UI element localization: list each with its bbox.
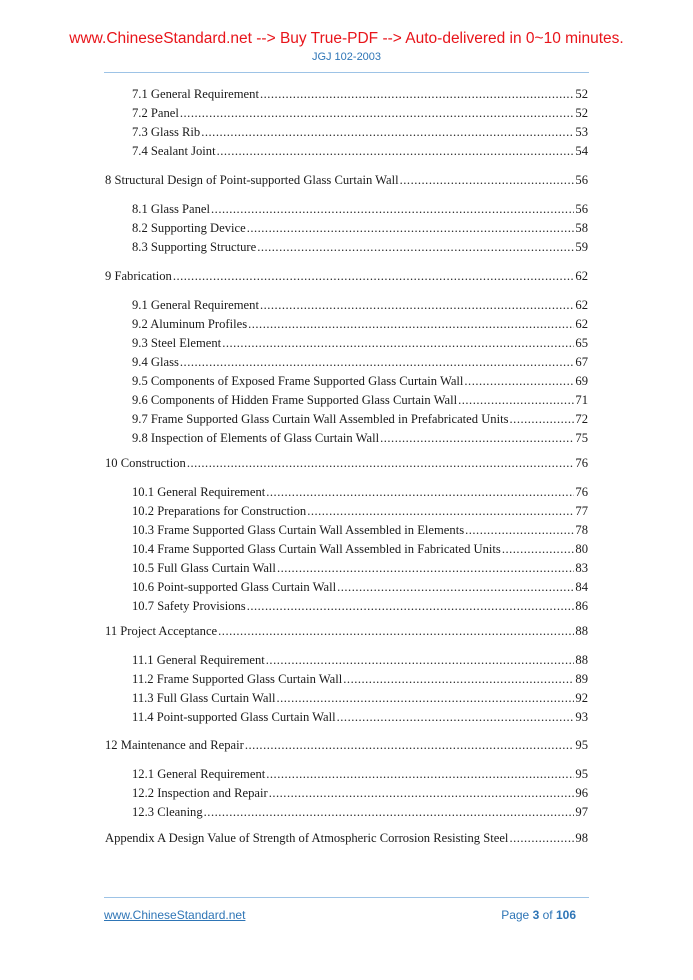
toc-entry-title: 7.3 Glass Rib: [132, 125, 201, 139]
toc-entry[interactable]: [132, 709, 588, 725]
toc-entry-page: 72: [575, 412, 588, 426]
toc-entry-title: 11.2 Frame Supported Glass Curtain Wall: [132, 672, 343, 686]
toc-entry-page: 69: [575, 374, 588, 388]
toc-entry-title: 8 Structural Design of Point-supported Glass Curtain Wall: [105, 173, 399, 187]
toc-entry[interactable]: [132, 804, 588, 820]
toc-entry-page: 88: [575, 653, 588, 667]
toc-entry-title: 10.4 Frame Supported Glass Curtain Wall Assembled in Fabricated Units: [132, 542, 501, 556]
toc-entry-page: 80: [575, 542, 588, 556]
toc-entry[interactable]: [132, 105, 588, 121]
toc-entry[interactable]: [132, 579, 588, 595]
toc-entry-page: 95: [575, 767, 588, 781]
toc-entry-page: 92: [575, 691, 588, 705]
toc-entry[interactable]: [132, 220, 588, 236]
page-current: 3: [532, 908, 540, 922]
toc-entry-title: 10.2 Preparations for Construction: [132, 504, 307, 518]
toc-dot-leader: [222, 335, 574, 351]
toc-dot-leader: [509, 830, 574, 846]
toc-entry-title: 9.4 Glass: [132, 355, 179, 369]
toc-entry[interactable]: [105, 737, 588, 753]
toc-dot-leader: [266, 766, 574, 782]
toc-entry[interactable]: [132, 598, 588, 614]
page-label: Page: [501, 908, 530, 922]
toc-entry[interactable]: [132, 690, 588, 706]
toc-dot-leader: [269, 785, 575, 801]
toc-entry-title: 10 Construction: [105, 456, 186, 470]
toc-entry[interactable]: [132, 766, 588, 782]
toc-dot-leader: [247, 220, 575, 236]
toc-entry-title: 10.6 Point-supported Glass Curtain Wall: [132, 580, 337, 594]
toc-dot-leader: [458, 392, 574, 408]
toc-entry-page: 89: [575, 672, 588, 686]
toc-entry-page: 97: [575, 805, 588, 819]
toc-entry-title: 7.1 General Requirement: [132, 87, 259, 101]
toc-entry-title: Appendix A Design Value of Strength of Atmospheric Corrosion Resisting Steel: [105, 831, 509, 845]
toc-entry-page: 86: [575, 599, 588, 613]
toc-dot-leader: [266, 484, 574, 500]
toc-entry[interactable]: [105, 455, 588, 471]
toc-entry[interactable]: [132, 86, 588, 102]
toc-entry-page: 62: [575, 298, 588, 312]
toc-dot-leader: [260, 86, 574, 102]
toc-entry-title: 10.1 General Requirement: [132, 485, 266, 499]
toc-entry[interactable]: [132, 522, 588, 538]
toc-entry-title: 8.2 Supporting Device: [132, 221, 246, 235]
toc-entry-title: 9.2 Aluminum Profiles: [132, 317, 248, 331]
toc-entry-title: 8.3 Supporting Structure: [132, 240, 257, 254]
toc-entry[interactable]: [132, 652, 588, 668]
page-indicator: [501, 908, 576, 922]
toc-entry[interactable]: [132, 335, 588, 351]
toc-entry-page: 53: [575, 125, 588, 139]
toc-entry-page: 62: [575, 269, 588, 283]
toc-entry-page: 59: [575, 240, 588, 254]
toc-entry[interactable]: [132, 373, 588, 389]
toc-dot-leader: [260, 297, 574, 313]
toc-entry-page: 52: [575, 87, 588, 101]
toc-entry-title: 11.3 Full Glass Curtain Wall: [132, 691, 276, 705]
toc-dot-leader: [257, 239, 574, 255]
toc-entry-page: 84: [575, 580, 588, 594]
toc-entry[interactable]: [132, 124, 588, 140]
toc-entry[interactable]: [132, 143, 588, 159]
toc-entry-page: 67: [575, 355, 588, 369]
toc-entry[interactable]: [132, 560, 588, 576]
toc-entry-page: 52: [575, 106, 588, 120]
toc-dot-leader: [400, 172, 575, 188]
toc-entry-title: 12 Maintenance and Repair: [105, 738, 244, 752]
toc-entry-page: 62: [575, 317, 588, 331]
toc-entry-title: 9.1 General Requirement: [132, 298, 259, 312]
toc-entry-title: 12.3 Cleaning: [132, 805, 203, 819]
toc-dot-leader: [465, 522, 574, 538]
toc-entry-title: 12.1 General Requirement: [132, 767, 266, 781]
toc-entry[interactable]: [105, 830, 588, 846]
toc-entry-page: 76: [575, 456, 588, 470]
toc-dot-leader: [248, 316, 574, 332]
toc-entry-title: 12.2 Inspection and Repair: [132, 786, 268, 800]
toc-dot-leader: [337, 579, 574, 595]
toc-entry-title: 9.6 Components of Hidden Frame Supported Glass Curtain Wall: [132, 393, 458, 407]
toc-entry-page: 71: [575, 393, 588, 407]
toc-entry[interactable]: [132, 392, 588, 408]
toc-entry-page: 65: [575, 336, 588, 350]
toc-dot-leader: [180, 105, 575, 121]
toc-entry[interactable]: [132, 201, 588, 217]
toc-entry-title: 9.3 Steel Element: [132, 336, 222, 350]
toc-entry-page: 75: [575, 431, 588, 445]
toc-entry-page: 78: [575, 523, 588, 537]
toc-entry-title: 9.5 Components of Exposed Frame Supported Glass Curtain Wall: [132, 374, 464, 388]
toc-dot-leader: [211, 201, 574, 217]
toc-entry-title: 7.4 Sealant Joint: [132, 144, 216, 158]
toc-entry[interactable]: [105, 623, 588, 639]
toc-entry-title: 11 Project Acceptance: [105, 624, 218, 638]
toc-entry-page: 77: [575, 504, 588, 518]
document-number: JGJ 102-2003: [311, 51, 382, 63]
toc-entry[interactable]: [132, 503, 588, 519]
toc-dot-leader: [245, 737, 575, 753]
toc-entry[interactable]: [132, 785, 588, 801]
toc-entry[interactable]: [132, 484, 588, 500]
toc-entry-title: 11.1 General Requirement: [132, 653, 265, 667]
toc-dot-leader: [173, 268, 575, 284]
toc-dot-leader: [218, 623, 574, 639]
toc-entry[interactable]: [132, 354, 588, 370]
toc-entry[interactable]: [105, 172, 588, 188]
toc-entry[interactable]: [132, 541, 588, 557]
toc-dot-leader: [502, 541, 575, 557]
toc-dot-leader: [277, 560, 574, 576]
toc-entry-page: 88: [575, 624, 588, 638]
toc-dot-leader: [307, 503, 574, 519]
toc-entry-title: 11.4 Point-supported Glass Curtain Wall: [132, 710, 336, 724]
toc-dot-leader: [187, 455, 575, 471]
page-of: of: [542, 908, 553, 922]
toc-entry-page: 93: [575, 710, 588, 724]
toc-entry[interactable]: [132, 239, 588, 255]
footer-site-link[interactable]: www.ChineseStandard.net: [104, 908, 246, 922]
toc-dot-leader: [510, 411, 575, 427]
toc-dot-leader: [337, 709, 575, 725]
toc-entry-page: 58: [575, 221, 588, 235]
toc-entry[interactable]: [132, 316, 588, 332]
toc-dot-leader: [343, 671, 574, 687]
toc-entry[interactable]: [105, 268, 588, 284]
toc-entry[interactable]: [132, 430, 588, 446]
toc-dot-leader: [217, 143, 575, 159]
toc-entry-page: 54: [575, 144, 588, 158]
toc-entry-title: 9.8 Inspection of Elements of Glass Curtain Wall: [132, 431, 380, 445]
toc-entry-page: 76: [575, 485, 588, 499]
page-total: 106: [555, 908, 576, 922]
toc-entry-title: 9 Fabrication: [105, 269, 172, 283]
toc-entry-page: 95: [575, 738, 588, 752]
toc-dot-leader: [201, 124, 574, 140]
toc-entry[interactable]: [132, 671, 588, 687]
footer-divider: [104, 897, 589, 898]
toc-entry-page: 83: [575, 561, 588, 575]
toc-entry-page: 96: [575, 786, 588, 800]
toc-dot-leader: [266, 652, 575, 668]
toc-entry-title: 10.3 Frame Supported Glass Curtain Wall Assembled in Elements: [132, 523, 465, 537]
toc-entry-page: 98: [575, 831, 588, 845]
toc-entry-page: 56: [575, 202, 588, 216]
promo-banner[interactable]: www.ChineseStandard.net --> Buy True-PDF --> Auto-delivered in 0~10 minutes.: [69, 30, 624, 47]
toc-entry-title: 10.7 Safety Provisions: [132, 599, 246, 613]
toc-dot-leader: [180, 354, 575, 370]
toc-dot-leader: [247, 598, 575, 614]
header-divider: [104, 72, 589, 73]
toc-dot-leader: [204, 804, 575, 820]
toc-entry[interactable]: [132, 297, 588, 313]
toc-entry-title: 8.1 Glass Panel: [132, 202, 211, 216]
toc-entry-title: 7.2 Panel: [132, 106, 179, 120]
toc-entry[interactable]: [132, 411, 588, 427]
toc-dot-leader: [276, 690, 574, 706]
toc-entry-title: 10.5 Full Glass Curtain Wall: [132, 561, 276, 575]
toc-dot-leader: [464, 373, 574, 389]
toc-dot-leader: [380, 430, 574, 446]
toc-entry-page: 56: [575, 173, 588, 187]
toc-entry-title: 9.7 Frame Supported Glass Curtain Wall Assembled in Prefabricated Units: [132, 412, 509, 426]
